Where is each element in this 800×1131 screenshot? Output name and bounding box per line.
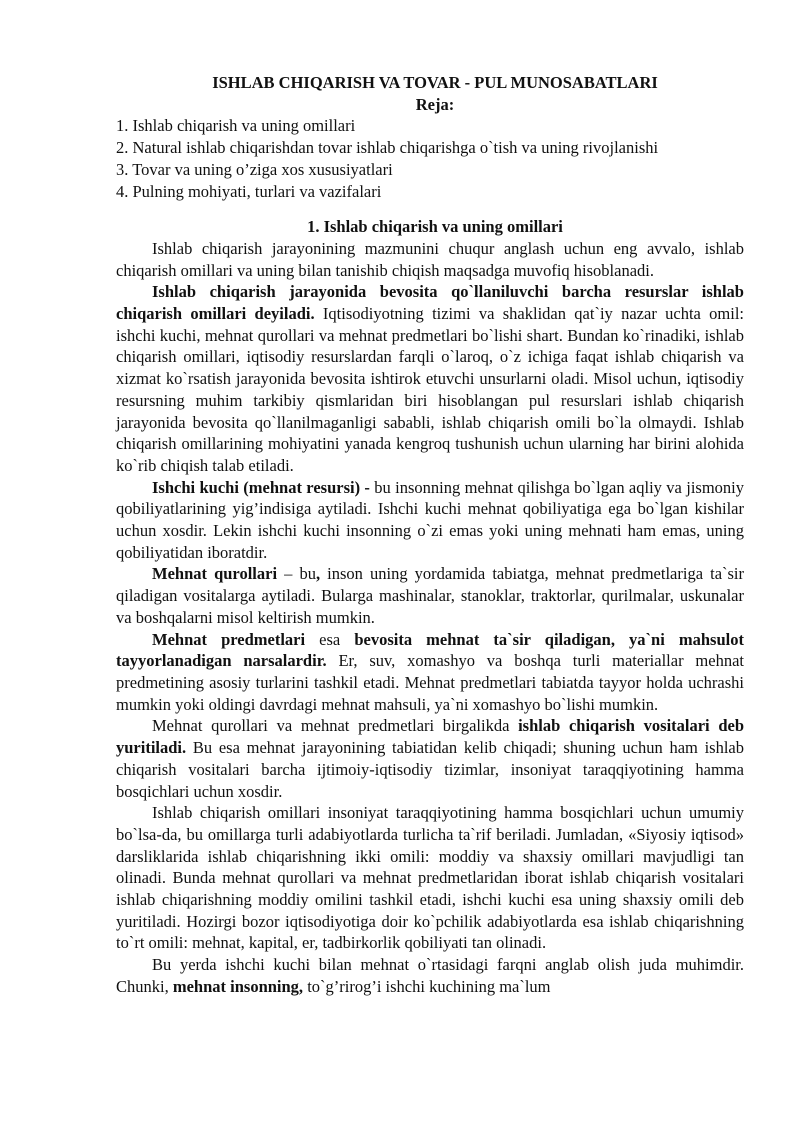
paragraph-text: Bu esa mehnat jarayonining tabiatidan kelib chiqadi; shuning uchun ham ishlab chiqarish vositalari barcha ijtimoiy-iqtisodiy tizimlar, insoniyat taraqqiyotining hamma bosqichlari uchun xosdir. — [116, 738, 744, 801]
paragraph-text: Ishlab chiqarish omillari insoniyat taraqqiyotining hamma bosqichlari uchun umumiy bo`lsa-da, bu omillarga turli adabiyotlarda turlicha ta`rif beriladi. Jumladan, «Siyosiy iqtisod» darsliklarida ishlab chiqarishning ikki omili: moddiy va shaxsiy omillari mavjudligi tan olinadi. Bunda mehnat qurollari va mehnat predmetlaridan iborat ishlab chiqarish vositalari ishlab chiqarishning moddiy omilini tashkil etadi, ishchi kuchi esa uning shaxsiy omili deb yuritiladi. Hozirgi bozor iqtisodiyotiga doir ko`pchilik adabiyotlarda esa ishlab chiqarishning to`rt omili: mehnat, kapital, er, tadbirkorlik qobiliyati tan olinadi. — [116, 803, 744, 953]
paragraph-text: to`g’rirog’i ishchi kuchining ma`lum — [303, 976, 551, 996]
paragraph-text: Bu yerda ishchi kuchi bilan mehnat o`rtasidagi farqni anglab olish juda muhimdir. Chunki, — [116, 955, 744, 996]
paragraph-means — [116, 715, 744, 802]
paragraph-factors-definition — [116, 281, 744, 476]
paragraph-objects — [116, 629, 744, 716]
section-title: 1. Ishlab chiqarish va uning omillari — [307, 217, 563, 237]
paragraph-labor-force — [116, 477, 744, 564]
plan-heading: Reja: — [415, 94, 455, 114]
definition-bold: bevosita mehnat ta`sir qiladigan, ya`ni mahsulot tayyorlanadigan narsalardir. — [116, 629, 744, 671]
plan-item: 4. Pulning mohiyati, turlari va vazifalari — [116, 181, 382, 201]
plan-item: 2. Natural ishlab chiqarishdan tovar ishlab chiqarishga o`tish va uning rivojlanishi — [116, 138, 659, 158]
paragraph-text: bu insonning mehnat qilishga bo`lgan aqliy va jismoniy qobiliyatlarining yig’indisiga aytiladi. Ishchi kuchi mehnat qobiliyatiga ega bo`lgan kishilar uchun xosdir. Lekin ishchi kuchi insonning o`zi emas yoki uning mehnati ham emas, uning qobiliyatidan iboratdir. — [116, 477, 744, 562]
plan-item: 3. Tovar va uning o’ziga xos xususiyatlari — [116, 159, 393, 179]
paragraph-labor-vs-work — [116, 954, 744, 997]
document-page — [116, 72, 744, 998]
paragraph-text: Ishlab chiqarish jarayonining mazmunini chuqur anglash uchun eng avvalo, ishlab chiqarish omillari va uning bilan tanishib chiqish maqsadga muvofiq hisoblanadi. — [116, 238, 744, 280]
paragraph-text: esa — [305, 629, 355, 649]
term-bold: Ishchi kuchi (mehnat resursi) - — [152, 477, 370, 497]
term-bold: mehnat insonning, — [172, 976, 304, 996]
document-title: ISHLAB CHIQARISH VA TOVAR - PUL MUNOSABATLARI — [212, 73, 658, 92]
paragraph-tools — [116, 563, 744, 628]
paragraph-text: inson uning yordamida tabiatga, mehnat predmetlariga ta`sir qiladigan vositalarga aytiladi. Bularga mashinalar, stanoklar, traktorlar, qurilmalar, uskunalar va boshqalarni misol keltirish mumkin. — [116, 564, 745, 627]
term-bold: Mehnat predmetlari — [152, 629, 306, 649]
paragraph-literature — [116, 802, 744, 954]
paragraph-text: Er, suv, xomashyo va boshqa turli materiallar mehnat predmetining asosiy turlarini tashkil etadi. Mehnat predmetlari tabiatda tayyor holda uchrashi mumkin yoki oldingi davrdagi mehnat mahsuli, ya`ni xomashyo bo`lishi mumkin. — [116, 651, 744, 714]
term-bold: Mehnat qurollari — [152, 564, 278, 584]
paragraph-intro — [116, 238, 744, 281]
definition-bold: ishlab chiqarish vositalari deb yuritiladi. — [116, 716, 744, 758]
definition-bold: Ishlab chiqarish jarayonida bevosita qo`llaniluvchi barcha resurslar ishlab chiqarish omillari deyiladi. — [116, 282, 744, 324]
comma-bold: , — [315, 564, 321, 584]
plan-list — [116, 115, 744, 202]
paragraph-text: Iqtisodiyotning tizimi va shaklidan qat`iy nazar uchta omil: ishchi kuchi, mehnat qurollari va mehnat predmetlari bo`lishi shart. Bundan ko`rinadiki, ishlab chiqarish omillari, iqtisodiy resurslardan farqli o`laroq, o`z ichiga faqat ishlab chiqarish va xizmat ko`rsatish jarayonida bevosita ishtirok etuvchi unsurlarni oladi. Misol uchun, iqtisodiy resursning muhim tarkibiy qismlaridan biri hisoblangan pul resurslari ishlab chiqarish jarayonida bevosita qo`llanilmaganligi sababli, ishlab chiqarish omili bo`la olmaydi. Ishlab chiqarish omillarining mohiyatini yanada kengroq tushunish uchun ularning har birini alohida ko`rib chiqish talab etiladi. — [116, 304, 744, 475]
paragraph-text: – bu — [277, 564, 316, 584]
plan-item: 1. Ishlab chiqarish va uning omillari — [116, 116, 356, 136]
paragraph-text: Mehnat qurollari va mehnat predmetlari birgalikda — [152, 716, 519, 736]
